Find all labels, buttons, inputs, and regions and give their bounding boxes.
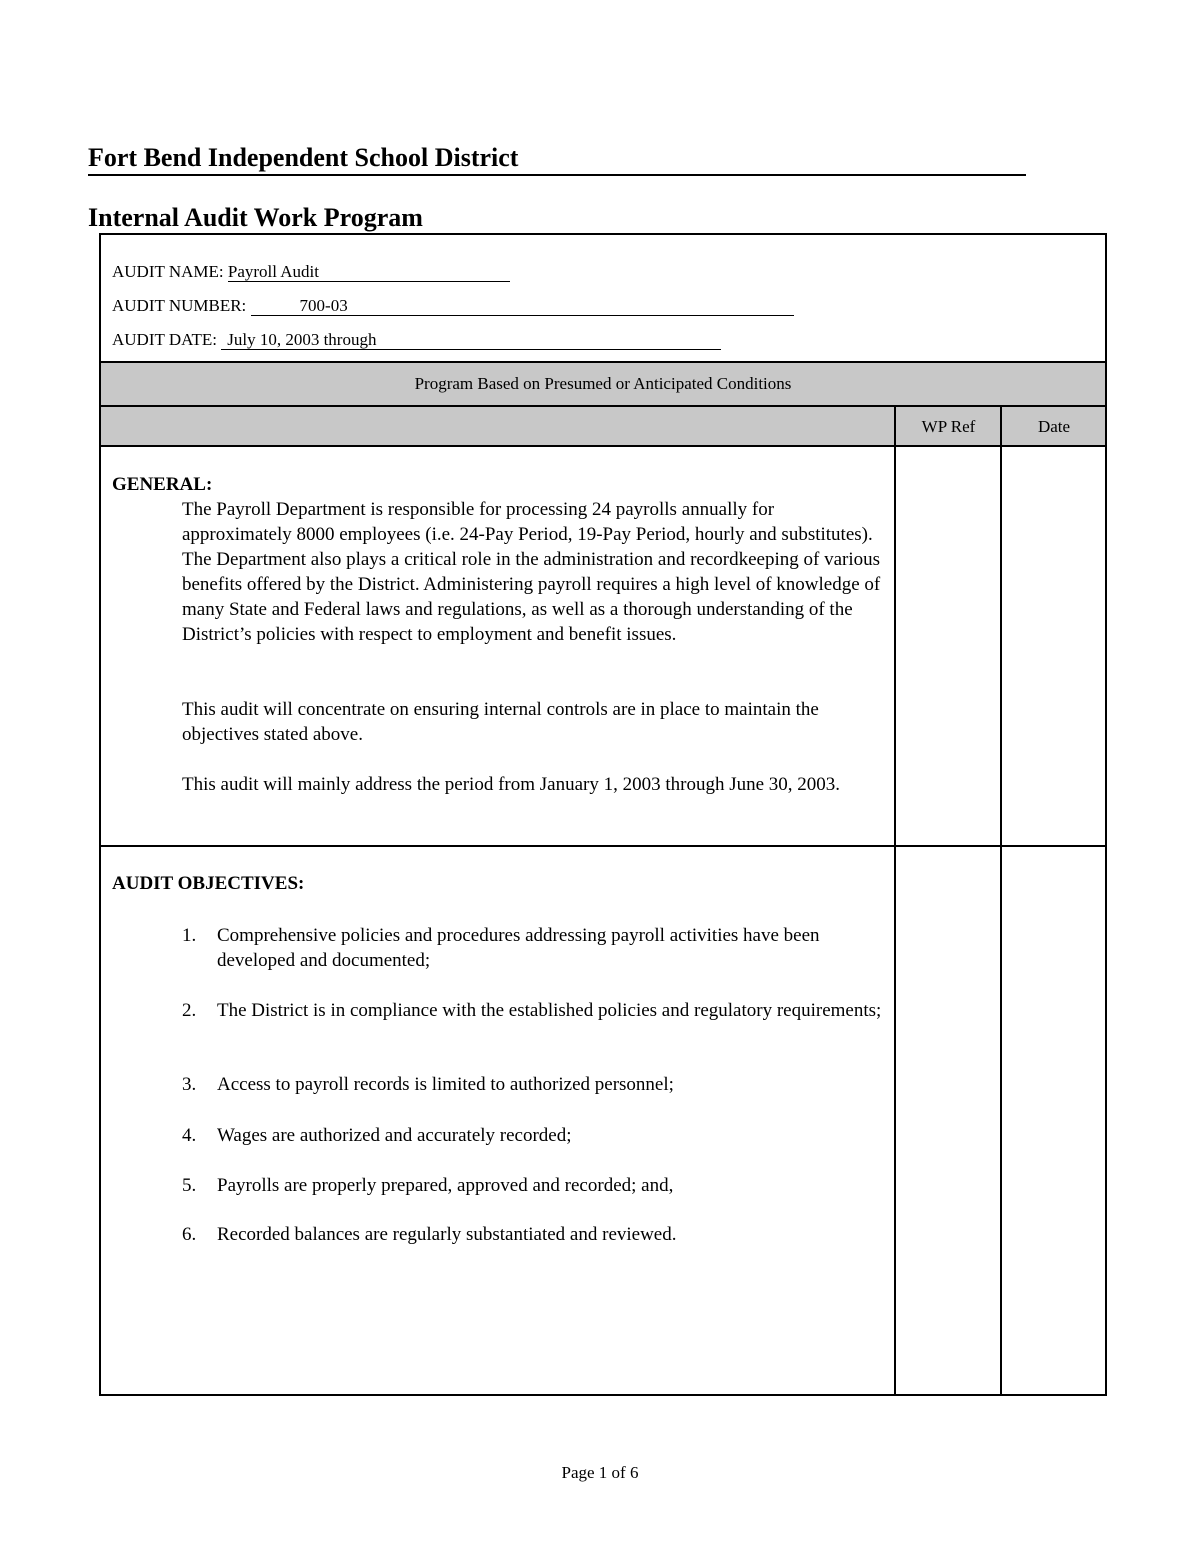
program-title: Internal Audit Work Program	[88, 203, 423, 232]
objective-text: Recorded balances are regularly substantiated and reviewed.	[217, 1224, 677, 1245]
objective-number: 1.	[182, 925, 197, 946]
column-header-row	[101, 407, 1105, 447]
row-divider	[101, 845, 1105, 847]
audit-number-line	[112, 295, 794, 317]
general-paragraph-3: This audit will mainly address the period from January 1, 2003 through June 30, 2003.	[182, 774, 841, 795]
objective-text: The District is in compliance with the established policies and regulatory requirements;	[217, 1000, 882, 1021]
page-number: Page 1 of 6	[561, 1463, 639, 1482]
program-band-title: Program Based on Presumed or Anticipated Conditions	[101, 363, 1105, 407]
audit-name-value: Payroll Audit	[228, 263, 510, 282]
audit-name-line	[112, 261, 510, 283]
date-header: Date	[1037, 417, 1071, 436]
objective-text: Access to payroll records is limited to authorized personnel;	[217, 1074, 674, 1095]
district-title: Fort Bend Independent School District	[88, 142, 1026, 176]
objective-number: 2.	[182, 1000, 197, 1021]
wp-ref-header: WP Ref	[921, 417, 976, 436]
objective-number: 3.	[182, 1074, 197, 1095]
column-divider-date	[1000, 407, 1002, 1394]
audit-date-line	[112, 329, 721, 351]
audit-date-label: AUDIT DATE:	[112, 330, 217, 349]
objective-text: Wages are authorized and accurately recorded;	[217, 1125, 572, 1146]
audit-number-label: AUDIT NUMBER:	[112, 296, 247, 315]
objective-number: 5.	[182, 1175, 197, 1196]
general-heading: GENERAL:	[112, 474, 213, 495]
objective-number: 4.	[182, 1125, 197, 1146]
objective-text: Payrolls are properly prepared, approved and recorded; and,	[217, 1175, 674, 1196]
general-paragraph-2: This audit will concentrate on ensuring internal controls are in place to maintain the objectives stated above.	[182, 699, 819, 745]
column-divider-wpref	[894, 407, 896, 1394]
audit-work-program-form	[99, 233, 1107, 1396]
audit-name-label: AUDIT NAME:	[112, 262, 224, 281]
general-paragraph-1: The Payroll Department is responsible for processing 24 payrolls annually for approximately 8000 employees (i.e. 24-Pay Period, 19-Pay Period, hourly and substitutes). The Department also plays a critical role in the administration and recordkeeping of various benefits offered by the District. Administering payroll requires a high level of knowledge of many State and Federal laws and regulations, as well as a thorough understanding of the District’s policies with respect to employment and benefit issues.	[182, 499, 881, 645]
audit-info-block	[101, 235, 1105, 363]
audit-number-value: 700-03	[251, 297, 794, 316]
objective-number: 6.	[182, 1224, 197, 1245]
audit-date-value: July 10, 2003 through	[221, 331, 721, 350]
objective-text: Comprehensive policies and procedures addressing payroll activities have been developed and documented;	[217, 925, 820, 971]
objectives-heading: AUDIT OBJECTIVES:	[112, 873, 305, 894]
